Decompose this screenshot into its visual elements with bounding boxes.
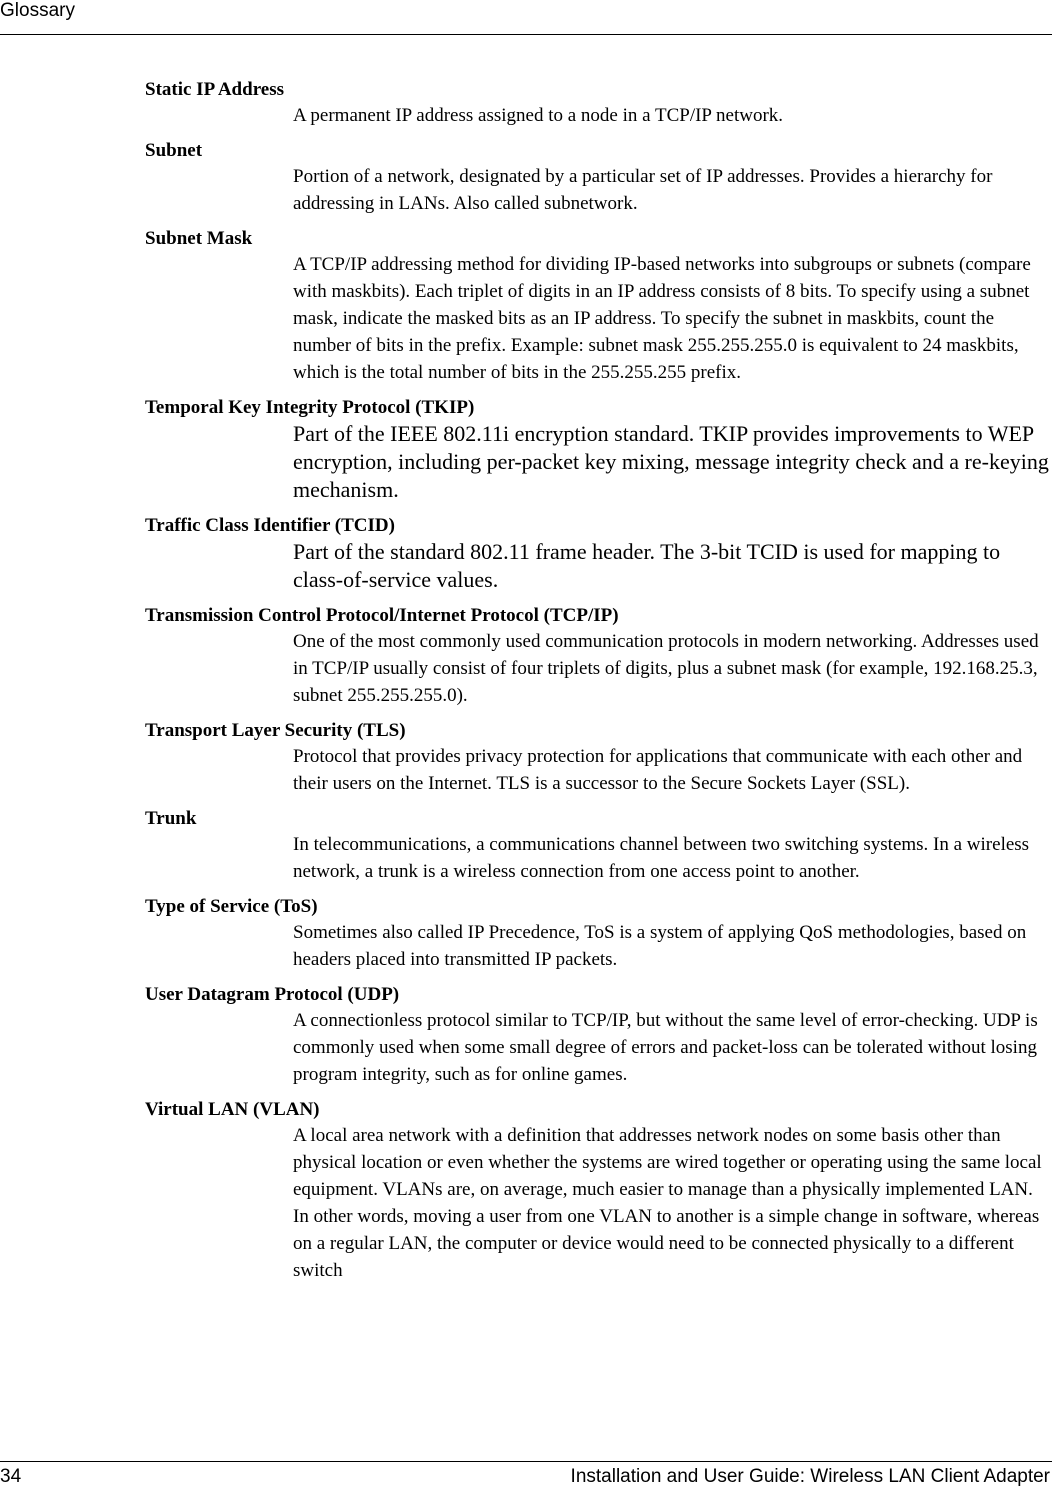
glossary-definition: A local area network with a definition that addresses network nodes on some basis other than physical location or even whether the systems are wired together or operating using the same local equipment. VLANs are, on average, much easier to manage than a physically implemented LAN. In other words, moving a user from one VLAN to another is a simple change in software, whereas on a regular LAN, the computer or device would need to be connected physically to a different switch [293, 1125, 1042, 1281]
glossary-entry [145, 78, 1050, 129]
glossary-definition: Part of the standard 802.11 frame header. The 3-bit TCID is used for mapping to class-of-service values. [293, 539, 1001, 592]
glossary-entry [145, 807, 1050, 885]
glossary-entry [145, 719, 1050, 797]
glossary-definition: A connectionless protocol similar to TCP/IP, but without the same level of error-checking. UDP is commonly used when some small degree of errors and packet-loss can be tolerated without losing program integrity, such as for online games. [293, 1010, 1038, 1085]
page-number: 34 [0, 1466, 22, 1487]
glossary-definition: A TCP/IP addressing method for dividing IP-based networks into subgroups or subnets (compare with maskbits). Each triplet of digits in an IP address consists of 8 bits. To specify using a subnet mask, indicate the masked bits as an IP address. To specify the subnet in maskbits, count the number of bits in the prefix. Example: subnet mask 255.255.255.0 is equivalent to 24 maskbits, which is the total number of bits in the 255.255.255 prefix. [293, 254, 1031, 383]
glossary-term: User Datagram Protocol (UDP) [145, 984, 400, 1005]
glossary-entry [145, 983, 1050, 1088]
glossary-term: Static IP Address [145, 79, 285, 100]
header-divider [0, 34, 1052, 35]
glossary-entry [145, 396, 1050, 504]
running-header: Glossary [0, 0, 75, 21]
glossary-term: Virtual LAN (VLAN) [145, 1099, 320, 1120]
glossary-definition: A permanent IP address assigned to a node in a TCP/IP network. [293, 105, 784, 126]
glossary-definition: Protocol that provides privacy protection for applications that communicate with each other and their users on the Internet. TLS is a successor to the Secure Sockets Layer (SSL). [293, 746, 1023, 794]
glossary-entry [145, 895, 1050, 973]
glossary-term: Type of Service (ToS) [145, 896, 318, 917]
glossary-term: Subnet Mask [145, 228, 253, 249]
glossary-term: Trunk [145, 808, 197, 829]
document-title: Installation and User Guide: Wireless LAN Client Adapter [570, 1466, 1050, 1487]
glossary-entry [145, 514, 1050, 594]
glossary-list [145, 78, 1050, 1294]
glossary-term: Temporal Key Integrity Protocol (TKIP) [145, 397, 475, 418]
glossary-entry [145, 227, 1050, 386]
glossary-definition: Sometimes also called IP Precedence, ToS is a system of applying QoS methodologies, based on headers placed into transmitted IP packets. [293, 922, 1027, 970]
glossary-term: Transport Layer Security (TLS) [145, 720, 406, 741]
glossary-entry [145, 1098, 1050, 1284]
glossary-definition: Portion of a network, designated by a particular set of IP addresses. Provides a hierarchy for addressing in LANs. Also called subnetwork. [293, 166, 993, 214]
footer-divider [0, 1461, 1052, 1462]
glossary-definition: In telecommunications, a communications channel between two switching systems. In a wireless network, a trunk is a wireless connection from one access point to another. [293, 834, 1030, 882]
glossary-term: Subnet [145, 140, 203, 161]
glossary-term: Transmission Control Protocol/Internet Protocol (TCP/IP) [145, 605, 619, 626]
glossary-term: Traffic Class Identifier (TCID) [145, 515, 395, 536]
glossary-entry [145, 139, 1050, 217]
glossary-definition: One of the most commonly used communication protocols in modern networking. Addresses used in TCP/IP usually consist of four triplets of digits, plus a subnet mask (for example, 192.168.25.3, subnet 255.255.255.0). [293, 631, 1039, 706]
glossary-definition: Part of the IEEE 802.11i encryption standard. TKIP provides improvements to WEP encryption, including per-packet key mixing, message integrity check and a re-keying mechanism. [293, 421, 1049, 502]
glossary-entry [145, 604, 1050, 709]
